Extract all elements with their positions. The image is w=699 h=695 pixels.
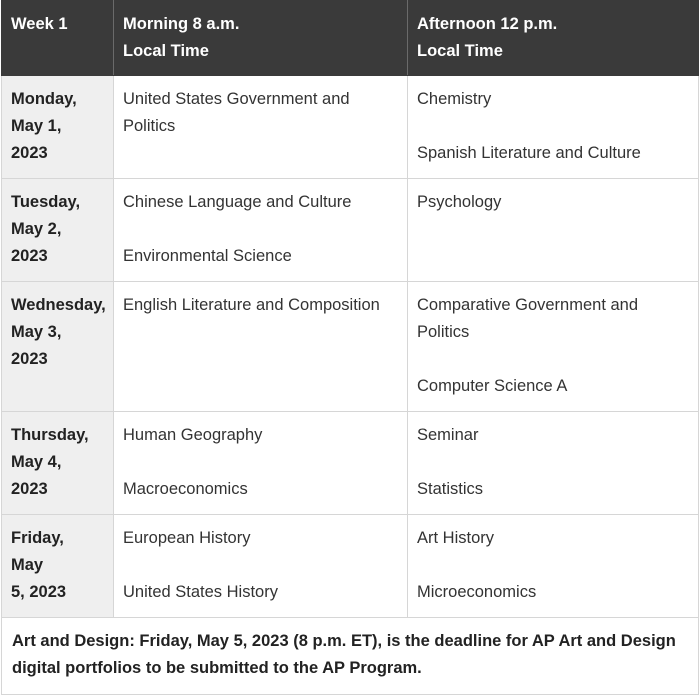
- day-line: 2023: [11, 247, 48, 265]
- header-afternoon-line2: Local Time: [417, 42, 503, 60]
- day-cell: [2, 412, 114, 515]
- day-line: 2023: [11, 480, 48, 498]
- morning-cell: [114, 412, 408, 515]
- morning-cell: [114, 515, 408, 618]
- exam-name: Computer Science A: [417, 377, 568, 395]
- exam-name: Chinese Language and Culture: [123, 193, 352, 211]
- header-morning-line1: Morning 8 a.m.: [123, 15, 240, 33]
- exam-name: Macroeconomics: [123, 480, 248, 498]
- exam-name: United States History: [123, 583, 278, 601]
- header-afternoon-line1: Afternoon 12 p.m.: [417, 15, 558, 33]
- day-line: Wednesday,: [11, 296, 106, 314]
- exam-name: Statistics: [417, 480, 484, 498]
- day-cell: [2, 179, 114, 282]
- day-line: May 4,: [11, 453, 62, 471]
- day-line: Monday,: [11, 90, 77, 108]
- day-cell: [2, 282, 114, 412]
- table-row: [2, 282, 699, 412]
- exam-name: Psychology: [417, 193, 502, 211]
- table-row: [2, 515, 699, 618]
- header-morning: [114, 1, 408, 76]
- exam-schedule-table: [1, 0, 699, 695]
- afternoon-cell: [408, 179, 699, 282]
- header-afternoon: [408, 1, 699, 76]
- header-row: [2, 1, 699, 76]
- day-line: May: [11, 556, 44, 574]
- exam-name: Comparative Government and Politics: [417, 296, 639, 341]
- exam-name: Human Geography: [123, 426, 263, 444]
- exam-name: English Literature and Composition: [123, 296, 380, 314]
- morning-cell: [114, 76, 408, 179]
- day-cell: [2, 76, 114, 179]
- table-row: [2, 179, 699, 282]
- day-line: Friday,: [11, 529, 64, 547]
- day-cell: [2, 515, 114, 618]
- exam-name: Seminar: [417, 426, 479, 444]
- art-design-note: Art and Design: Friday, May 5, 2023 (8 p.m. ET), is the deadline for AP Art and Design digital portfolios to be submitted to the AP Program.: [2, 618, 699, 695]
- exam-name: Environmental Science: [123, 247, 292, 265]
- day-line: May 3,: [11, 323, 62, 341]
- day-line: 2023: [11, 350, 48, 368]
- afternoon-cell: [408, 412, 699, 515]
- exam-name: United States Government and Politics: [123, 90, 350, 135]
- exam-name: Microeconomics: [417, 583, 537, 601]
- exam-name: Spanish Literature and Culture: [417, 144, 641, 162]
- morning-cell: [114, 282, 408, 412]
- exam-name: European History: [123, 529, 251, 547]
- day-line: 2023: [11, 144, 48, 162]
- afternoon-cell: [408, 515, 699, 618]
- day-line: May 1,: [11, 117, 62, 135]
- exam-name: Chemistry: [417, 90, 492, 108]
- header-week-label: Week 1: [11, 15, 68, 33]
- afternoon-cell: [408, 76, 699, 179]
- day-line: Tuesday,: [11, 193, 81, 211]
- day-line: May 2,: [11, 220, 62, 238]
- day-line: 5, 2023: [11, 583, 67, 601]
- footer-row: [2, 618, 699, 695]
- table-row: [2, 76, 699, 179]
- table-row: [2, 412, 699, 515]
- afternoon-cell: [408, 282, 699, 412]
- day-line: Thursday,: [11, 426, 89, 444]
- header-morning-line2: Local Time: [123, 42, 209, 60]
- exam-name: Art History: [417, 529, 495, 547]
- morning-cell: [114, 179, 408, 282]
- header-week: [2, 1, 114, 76]
